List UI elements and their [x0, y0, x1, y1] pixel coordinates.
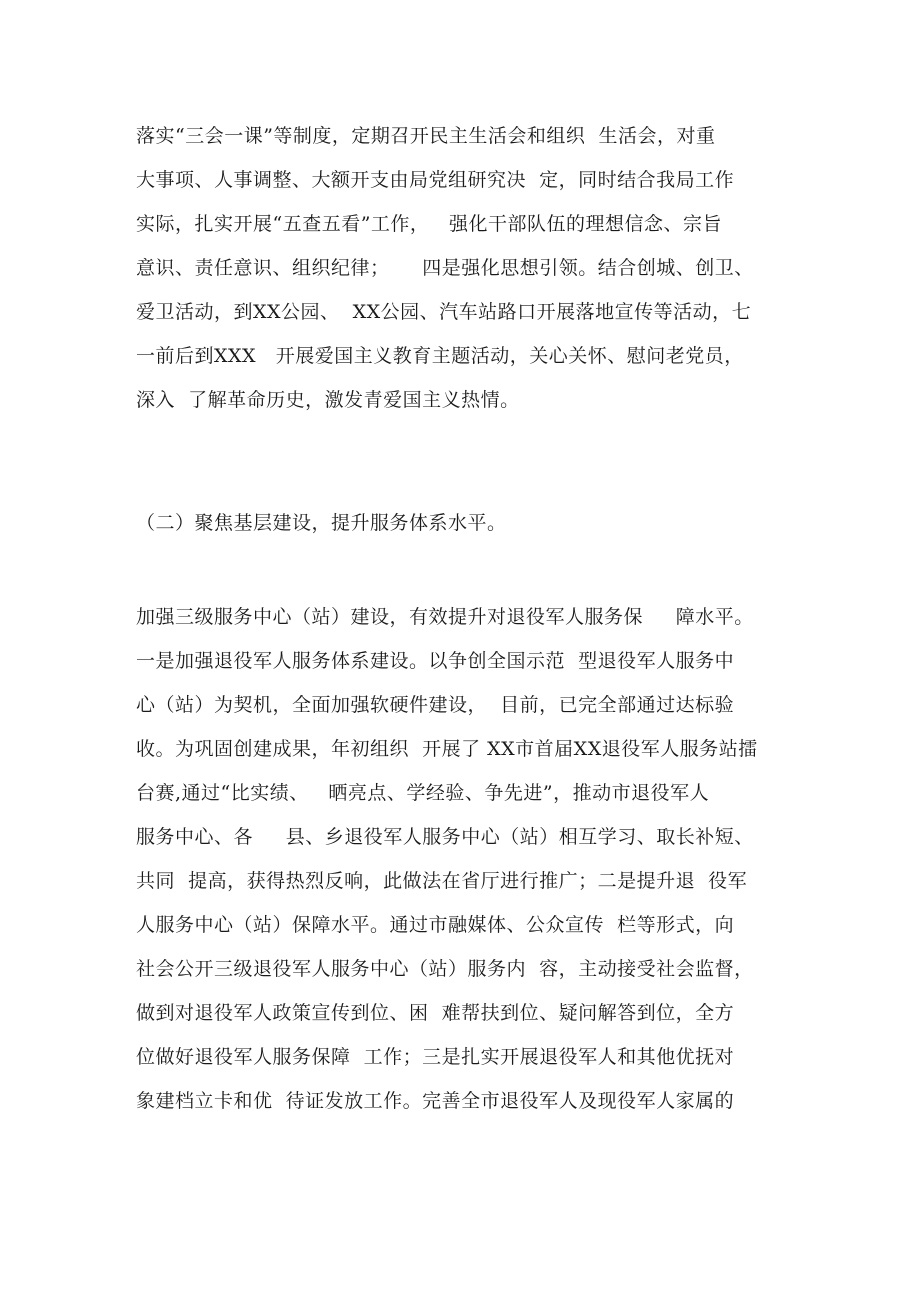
section-heading-text: （二）聚焦基层建设，提升服务体系水平。 [136, 512, 507, 534]
paragraph-line: 位做好退役军人服务保障 工作；三是扎实开展退役军人和其他优抚对 [136, 1046, 735, 1068]
paragraph-line: 社会公开三级退役军人服务中心（站）服务内 容，主动接受社会监督， [136, 958, 754, 980]
paragraph-line: 象建档立卡和优 待证发放工作。完善全市退役军人及现役军人家属的 [136, 1090, 735, 1112]
paragraph-line: 心（站）为契机，全面加强软硬件建设， 目前，已完全部通过达标验 [136, 694, 735, 716]
paragraph-line: 实际，扎实开展“五查五看”工作， 强化干部队伍的理想信念、宗旨 [136, 213, 723, 235]
paragraph-line: 收。为巩固创建成果，年初组织 开展了 XX市首届XX退役军人服务站擂 [136, 738, 758, 760]
paragraph-party-building [136, 114, 816, 422]
paragraph-line: 台赛,通过“比实绩、 晒亮点、学经验、争先进”，推动市退役军人 [136, 782, 710, 804]
paragraph-line: 共同 提高，获得热烈反响，此做法在省厅进行推广；二是提升退 役军 [136, 870, 748, 892]
paragraph-line: 一前后到XXX 开展爱国主义教育主题活动，关心关怀、慰问老党员， [136, 345, 744, 367]
paragraph-line: 深入 了解革命历史，激发青爱国主义热情。 [136, 389, 520, 411]
section-heading [136, 501, 816, 545]
paragraph-line: 加强三级服务中心（站）建设，有效提升对退役军人服务保 障水平。 [136, 606, 754, 628]
paragraph-line: 做到对退役军人政策宣传到位、困 难帮扶到位、疑问解答到位，全方 [136, 1002, 735, 1024]
paragraph-service-system [136, 595, 816, 1123]
paragraph-line: 爱卫活动，到XX公园、 XX公园、汽车站路口开展落地宣传等活动，七 [136, 301, 752, 323]
paragraph-line: 落实“三会一课”等制度，定期召开民主生活会和组织 生活会，对重 [136, 125, 716, 147]
paragraph-line: 人服务中心（站）保障水平。通过市融媒体、公众宣传 栏等形式，向 [136, 914, 735, 936]
paragraph-line: 一是加强退役军人服务体系建设。以争创全国示范 型退役军人服务中 [136, 650, 735, 672]
paragraph-line: 服务中心、各 县、乡退役军人服务中心（站）相互学习、取长补短、 [136, 826, 754, 848]
paragraph-line: 大事项、人事调整、大额开支由局党组研究决 定，同时结合我局工作 [136, 169, 735, 191]
paragraph-line: 意识、责任意识、组织纪律； 四是强化思想引领。结合创城、创卫、 [136, 257, 754, 279]
